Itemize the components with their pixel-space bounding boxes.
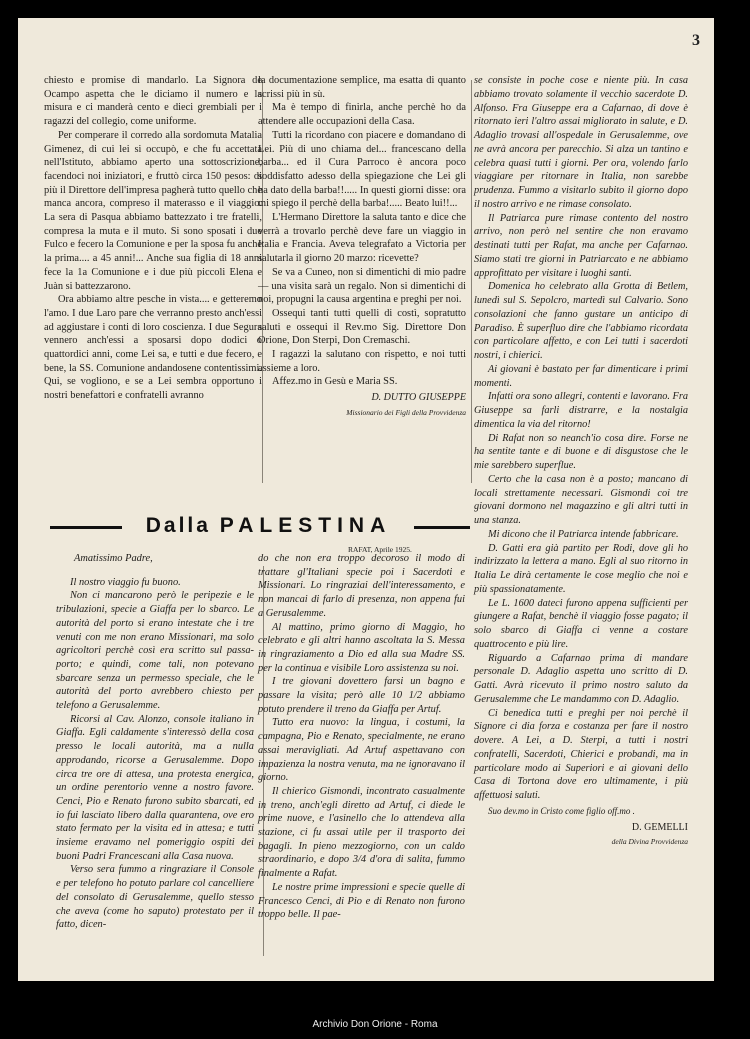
paragraph: Infatti ora sono allegri, contenti e lavorano. Fra Giuseppe sa farli distrarre, e la nostalgia dimentica la via del ritorno! xyxy=(474,391,688,430)
title-main: PALESTINA xyxy=(219,514,392,537)
column-2 xyxy=(258,74,466,420)
column-b xyxy=(258,552,465,922)
paragraph: Il nostro viaggio fu buono. xyxy=(70,576,181,588)
signature-name: D. GEMELLI xyxy=(631,821,688,833)
paragraph: Verso sera fummo a ringraziare il Console e per telefono ho potuto parlare col cancelliere del consolato di Gerusalemme, quello stesso che aveva (come ho saputo) protestato per il fatto, dicen- xyxy=(56,864,254,931)
paragraph: Il chierico Gismondi, incontrato casualmente in treno, anch'egli diretto ad Artuf, ci diede le prime nuove, e l'asinello che lo attendeva alla stazione, ci fu assai utile per il trasporto dei bagagli. In pieno mezzogiorno, con un caldo straordinario, e dopo 3/4 d'ora di salita, fummo finalmente a Rafat. xyxy=(258,785,465,880)
paragraph: Tutti la ricordano con piacere e domandano di Lei. Più di uno chiama del... francescano della barba... ed il Cura Parroco è ancora poco soddisfatto adesso della spiegazione che Lei gli ha dato della barba!!..... In questi giorni disse: ora mi spiego il perchè della barba!..... Beato lui!!... xyxy=(258,129,466,210)
paragraph: Riguardo a Cafarnao prima di mandare personale D. Adaglio aspetta uno scritto di D. Gatti. Avrà ricevuto il primo nostro saluto da Gerusalemme che Le mandammo con D. Adaglio. xyxy=(474,652,688,705)
newspaper-page xyxy=(18,18,714,981)
paragraph: Per comperare il corredo alla sordomuta Matalia Gimenez, di cui lei si occupò, e che fu accettata nell'Istituto, abbiamo aperto una sottoscrizione, facendoci noi iniziatori, e fruttò circa 150 pesos: di più il Direttore dell'impresa pagherà tutto quello che manca ancora, compreso il materasso e il viaggio. La sera di Pasqua abbiamo battezzato i tre fratelli, compresa la muta e il muto. Si sono sposati i due Fulco e fecero la Comunione e per la sposa fu anche la prima.... a 45 anni!... Anche sua figlia di 18 anni fece la 1a Comunione e i due più piccoli Elena e Juàn si battezzarono. xyxy=(44,129,262,292)
signature-role: della Divina Provvidenza xyxy=(611,837,688,847)
paragraph: Ricorsi al Cav. Alonzo, console italiano in Giaffa. Egli caldamente s'interessò della cosa presso le locali autorità, ma a nulla approdando, ricorse a Gerusalemme. Dopo circa tre ore di attesa, una protesta energica, un ordine perentorio venne a nostro favore. Cenci, Pio e Renato furono subito sbarcati, ed io fui lasciato libero dalla quarantena, ove ero stato fermato per la visita ed in attesa; e tutti insieme eravamo nel pomeriggio ospiti dei buoni Padri Francescani alla Casa nuova. xyxy=(56,713,254,862)
signature-2 xyxy=(474,821,688,850)
paragraph: chiesto e promise di mandarlo. La Signora de Ocampo aspetta che le diciamo il numero e la misura e ci manderà cento e dieci grembiali per i ragazzi del collegio, come uniforme. xyxy=(44,75,262,128)
paragraph: Le L. 1600 dateci furono appena sufficienti per giungere a Rafat, benchè il viaggio fosse pagato; il solo sbarco di Giaffa ci venne a costare quattrocento e più lire. xyxy=(474,597,688,650)
signature-1 xyxy=(258,391,466,419)
title-rule-right xyxy=(414,526,470,529)
page-number: 3 xyxy=(692,32,700,49)
paragraph: Ci benedica tutti e preghi per noi perchè il Signore ci dia forza e costanza per fare il nostro dovere. A Lei, a D. Sterpi, a tutti i nostri confratelli, Sacerdoti, Chierici e probandi, ma in particolare modo ai Superiori e ai giovani dello Casa di Tortona dove ero ultimamente, i più affettuosi saluti. xyxy=(474,707,688,801)
paragraph: D. Gatti era già partito per Rodi, dove gli ho indirizzato la lettera a mano. Egli al suo ritorno in Italia Le dirà certamente le cose meglio che noi e più spassionatamente. xyxy=(474,542,688,595)
column-divider xyxy=(471,80,472,483)
paragraph: do che non era troppo decoroso il modo di trattare gl'Italiani specie poi i Sacerdoti e Missionari. Lo ringraziai dell'interessamento, e non mancai di farlo di presenza, non appena fui a Gerusalemme. xyxy=(258,553,465,619)
paragraph: la documentazione semplice, ma esatta di quanto scrissi più in sù. xyxy=(258,75,466,100)
paragraph: I ragazzi la salutano con rispetto, e noi tutti assieme a loro. xyxy=(258,349,466,374)
paragraph: Certo che la casa non è a posto; mancano di locali strettamente necessari. Gismondi coi tre giovani dormono nel magazzino e gli altri tutti in una stanza. xyxy=(474,473,688,526)
paragraph: Se va a Cuneo, non si dimentichi di mio padre — una visita sarà un regalo. Non si dimentichi di noi, propugni la causa argentina e preghi per noi. xyxy=(258,266,466,306)
paragraph: Domenica ho celebrato alla Grotta di Betlem, lunedì sul S. Sepolcro, martedì sul Calvario. Sono consolazioni che fanno gustare un anticipo di Paradiso. È superfluo dire che l'abbiamo ricordata con particolare affetto, e con Lei tutti i sacerdoti nostri, i chierici. xyxy=(474,281,688,361)
section-title xyxy=(126,514,411,538)
paragraph: Affez.mo in Gesù e Maria SS. xyxy=(272,376,398,388)
paragraph: I tre giovani dovettero farsi un bagno e passare la visita; però alle 10 1/2 abbiamo potuto prendere il treno da Giaffa per Artuf. xyxy=(258,676,465,715)
paragraph: Le nostre prime impressioni e specie quelle di Francesco Cenci, di Pio e di Renato non furono troppo belle. Il pae- xyxy=(258,881,465,921)
paragraph: Mi dicono che il Patriarca intende fabbricare. xyxy=(488,528,679,540)
closing-line: Suo dev.mo in Cristo come figlio off.mo . xyxy=(488,805,635,816)
paragraph: Ma è tempo di finirla, anche perchè ho da attendere alle occupazioni della Casa. xyxy=(258,102,466,128)
paragraph: Al mattino, primo giorno di Maggio, ho celebrato e gli altri hanno ascoltata la S. Messa in ringraziamento a Dio ed alla sua Madre SS. per la continua e visibile Loro assistenza su noi. xyxy=(258,621,465,674)
signature-name: D. DUTTO GIUSEPPE xyxy=(371,392,466,404)
dateline: RAFAT, Aprile 1925. xyxy=(348,545,412,554)
paragraph: Ossequi tanti tutti quelli di costì, sopratutto saluti e ossequi il Rev.mo Sig. Direttore Don Orione, Don Sterpi, Don Cremaschi. xyxy=(258,307,466,347)
paragraph: Il Patriarca pure rimase contento del nostro arrivo, non però nel sentire che non eravamo destinati tutti per Rafat, ma anche per Cafarnao. Siamo stati tre giorni in Patriarcato e ne abbiamo approfittato per visitare i luoghi santi. xyxy=(474,212,688,279)
archive-footer: Archivio Don Orione - Roma xyxy=(312,1019,438,1030)
title-rule-left xyxy=(50,526,122,529)
paragraph: L'Hermano Direttore la saluta tanto e dice che verrà a trovarlo perchè deve fare un viaggio in Italia e Francia. Aveva telegrafato a Victoria per salutarla il giorno 20 marzo: ricevette? xyxy=(258,212,466,265)
paragraph: Non ci mancarono però le peripezie e le tribulazioni, specie a Giaffa per lo sbarco. Le autorità del porto si erano intestate che i tre venuti con me non erano Missionari, ma solo agricoltori perchè così era scritto sul passa-porto; e quindi, come tali, non potevano sbarcare senza un permesso speciale, che le autorità del porto avrebbero chiesto per telefono a Gerusalemme. xyxy=(56,590,254,712)
column-a xyxy=(56,552,254,932)
paragraph: Tutto era nuovo: la lingua, i costumi, la campagna, Pio e Renato, specialmente, ne erano assai meravigliati. Ad Artuf aspettavano con impazienza la nostra venuta, ma ne ignoravano il giorno. xyxy=(258,717,465,784)
salutation: Amatissimo Padre, xyxy=(74,553,153,564)
signature-role: Missionario dei Figli della Provvidenza xyxy=(346,407,466,417)
paragraph: se consiste in poche cose e niente più. In casa abbiamo trovato solamente il vecchio sacerdote D. Alfonso. Fra Giuseppe era a Cafarnao, di dove è ritornato ieri l'altro assai migliorato in salute, e D. Adaglio trovasi all'ospedale in Gerusalemme, ove ne avrà ancora per parecchio. Si alza un tantino e celebra quasi tutti i giorni. Per ora, volendo farlo viaggiare per ritornare in Italia, non sarebbe prudenza. Fummo a visitarlo subito il giorno dopo il nostro arrivo e ne rimase consolato. xyxy=(474,75,688,210)
paragraph: Ai giovani è bastato per far dimenticare i primi momenti. xyxy=(474,363,688,389)
column-1 xyxy=(44,74,262,403)
column-3 xyxy=(474,74,688,849)
paragraph: Di Rafat non so neanch'io cosa dire. Forse ne ha sentite tante e di buone e di disgustose che le mie sarebbero superflue. xyxy=(474,432,688,471)
paragraph: Ora abbiamo altre pesche in vista.... e getteremo l'amo. I due Laro pare che verranno presto anch'essi ad aggiustare i conti di loro coscienza. I due Segura vennero anch'essi a sposarsi dopo dodici o quattordici anni, come Lei sa, e tutti e due fecero, e bene, la SS. Comunione andandosene contentissimi. Qui, se vogliono, e se a Lei sembra opportuno i nostri benefattori e confratelli avranno xyxy=(44,294,262,402)
title-prefix: Dalla xyxy=(145,514,211,537)
